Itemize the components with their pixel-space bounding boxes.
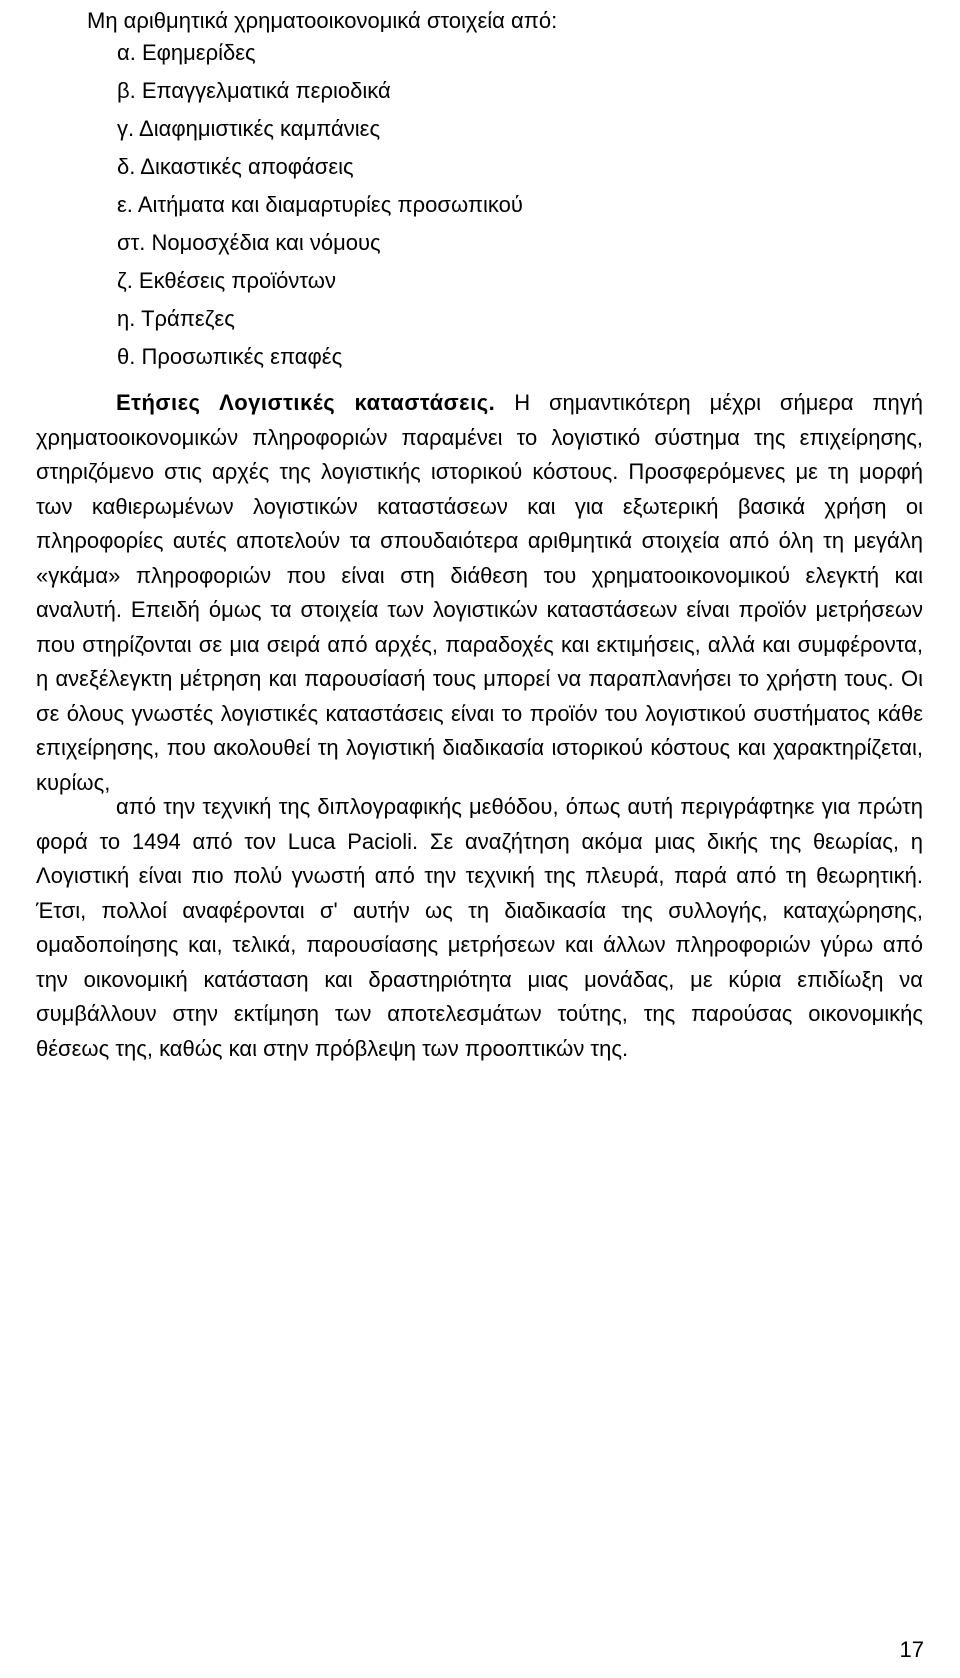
list-item: α. Εφημερίδες (117, 40, 256, 65)
list-item: η. Τράπεζες (117, 306, 235, 331)
page-number: 17 (899, 1637, 924, 1662)
section-heading: Ετήσιες Λογιστικές καταστάσεις. (116, 390, 496, 415)
paragraph-annual-statements (36, 386, 923, 800)
list-item: δ. Δικαστικές αποφάσεις (117, 154, 354, 179)
sources-list (117, 38, 523, 380)
list-item: θ. Προσωπικές επαφές (117, 344, 343, 369)
paragraph-double-entry: από την τεχνική της διπλογραφικής μεθόδου, όπως αυτή περιγράφτηκε για πρώτη φορά το 1494 από τον Luca Pacioli. Σε αναζήτηση ακόμα μιας δικής της θεωρίας, η Λογιστική είναι πιο πολύ γνωστή από την τεχνική της πλευρά, παρά από τη θεωρητική. Έτσι, πολλοί αναφέρονται σ' αυτήν ως τη διαδικασία της συλλογής, καταχώρησης, ομαδοποίησης και, τελικά, παρουσίασης μετρήσεων και άλλων πληροφοριών γύρω από την οικονομική κατάσταση και δραστηριότητα μιας μονάδας, με κύρια επιδίωξη να συμβάλλουν στην εκτίμηση των αποτελεσμάτων τούτης, της παρούσας οικονομικής θέσεως της, καθώς και στην πρόβλεψη των προοπτικών της. (36, 794, 923, 1061)
list-item: ε. Αιτήματα και διαμαρτυρίες προσωπικού (117, 192, 523, 217)
list-item: στ. Νομοσχέδια και νόμους (117, 230, 381, 255)
list-item: ζ. Εκθέσεις προϊόντων (117, 268, 336, 293)
paragraph-body: Η σημαντικότερη μέχρι σήμερα πηγή χρηματοοικονομικών πληροφοριών παραμένει το λογιστικό σύστημα της επιχείρησης, στηριζόμενο στις αρχές της λογιστικής ιστορικού κόστους. Προσφερόμενες με τη μορφή των καθιερωμένων λογιστικών καταστάσεων και για εξωτερική βασικά χρήση οι πληροφορίες αυτές αποτελούν τα σπουδαιότερα αριθμητικά στοιχεία από όλη τη μεγάλη «γκάμα» πληροφοριών που είναι στη διάθεση του χρηματοοικονομικού ελεγκτή και αναλυτή. Επειδή όμως τα στοιχεία των λογιστικών καταστάσεων είναι προϊόν μετρήσεων που στηρίζονται σε μια σειρά από αρχές, παραδοχές και εκτιμήσεις, αλλά και συμφέροντα, η ανεξέλεγκτη μέτρηση και παρουσίασή τους μπορεί να παραπλανήσει το χρήστη τους. Οι σε όλους γνωστές λογιστικές καταστάσεις είναι το προϊόν του λογιστικού συστήματος κάθε επιχείρησης, που ακολουθεί τη λογιστική διαδικασία ιστορικού κόστους και χαρακτηρίζεται, κυρίως, (36, 390, 923, 795)
list-item: γ. Διαφημιστικές καμπάνιες (117, 116, 381, 141)
intro-line: Μη αριθμητικά χρηματοοικονομικά στοιχεία από: (87, 8, 558, 33)
list-item: β. Επαγγελματικά περιοδικά (117, 78, 391, 103)
